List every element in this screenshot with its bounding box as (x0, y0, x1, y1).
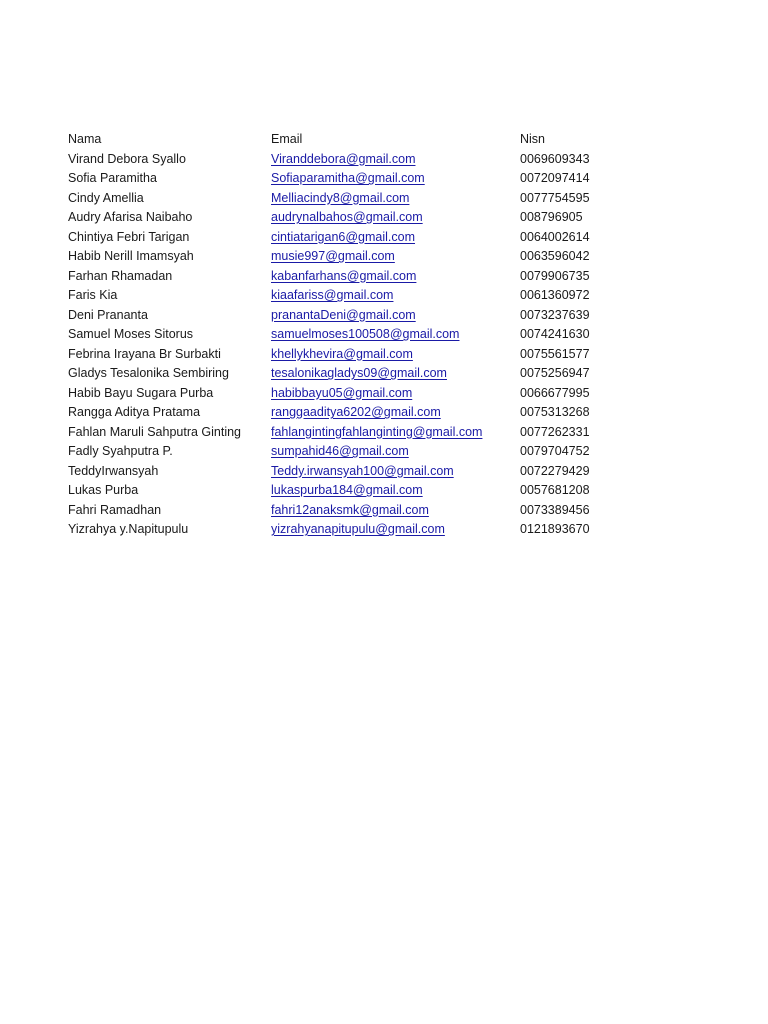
cell-nisn: 008796905 (520, 210, 583, 224)
cell-email-link[interactable]: cintiatarigan6@gmail.com (271, 229, 416, 244)
cell-nama: Fahri Ramadhan (68, 502, 162, 517)
header-nama: Nama (68, 132, 102, 146)
cell-nisn: 0066677995 (520, 385, 590, 400)
cell-nama: Habib Nerill Imamsyah (68, 249, 194, 263)
cell-nama: Gladys Tesalonika Sembiring (68, 366, 229, 380)
cell-email-link[interactable]: fahri12anaksmk@gmail.com (271, 502, 429, 517)
cell-nama: Faris Kia (68, 288, 118, 302)
cell-nisn: 0063596042 (520, 249, 590, 263)
table-row (68, 345, 708, 365)
table-row (68, 189, 708, 209)
cell-nisn: 0075313268 (520, 405, 590, 419)
cell-nisn: 0079704752 (520, 444, 590, 458)
cell-nisn: 0072097414 (520, 171, 590, 185)
cell-nama: Sofia Paramitha (68, 171, 157, 185)
cell-email-link[interactable]: musie997@gmail.com (271, 249, 395, 263)
cell-nisn: 0075256947 (520, 366, 590, 380)
table-row (68, 325, 708, 345)
cell-nama: Fahlan Maruli Sahputra Ginting (68, 424, 242, 439)
cell-nisn: 0057681208 (520, 483, 590, 497)
cell-nama: Chintiya Febri Tarigan (68, 229, 190, 244)
cell-nama: Virand Debora Syallo (68, 151, 186, 166)
cell-email-link[interactable]: Viranddebora@gmail.com (271, 151, 416, 166)
cell-nama: Yizrahya y.Napitupulu (68, 522, 189, 536)
cell-email-link[interactable]: fahlangintingfahlanginting@gmail.com (271, 424, 483, 439)
cell-email-link[interactable]: lukaspurba184@gmail.com (271, 483, 423, 497)
cell-nisn: 0079906735 (520, 268, 590, 283)
cell-nama: Fadly Syahputra P. (68, 444, 173, 458)
cell-nama: Farhan Rhamadan (68, 268, 173, 283)
table-header-row (68, 130, 708, 150)
cell-email-link[interactable]: Sofiaparamitha@gmail.com (271, 171, 425, 185)
table-row (68, 286, 708, 306)
header-nisn: Nisn (520, 132, 546, 146)
table-row (68, 364, 708, 384)
cell-nama: Rangga Aditya Pratama (68, 405, 201, 419)
student-table (68, 130, 708, 540)
cell-nama: Samuel Moses Sitorus (68, 327, 194, 341)
table-row (68, 247, 708, 267)
cell-email-link[interactable]: sumpahid46@gmail.com (271, 444, 409, 458)
table-row (68, 462, 708, 482)
table-row (68, 520, 708, 540)
cell-email-link[interactable]: habibbayu05@gmail.com (271, 385, 413, 400)
cell-nama: Cindy Amellia (68, 190, 144, 205)
cell-email-link[interactable]: kabanfarhans@gmail.com (271, 268, 417, 283)
cell-email-link[interactable]: khellykhevira@gmail.com (271, 346, 413, 361)
table-row (68, 150, 708, 170)
table-row (68, 423, 708, 443)
table-row (68, 169, 708, 189)
cell-nisn: 0064002614 (520, 229, 590, 244)
cell-nisn: 0077754595 (520, 190, 590, 205)
cell-nisn: 0077262331 (520, 424, 590, 439)
cell-nisn: 0075561577 (520, 346, 590, 361)
table-row (68, 501, 708, 521)
cell-email-link[interactable]: samuelmoses100508@gmail.com (271, 327, 460, 341)
cell-nama: Habib Bayu Sugara Purba (68, 385, 214, 400)
cell-nisn: 0073389456 (520, 502, 590, 517)
cell-nisn: 0121893670 (520, 522, 590, 536)
cell-nisn: 0069609343 (520, 151, 590, 166)
table-row (68, 267, 708, 287)
table-row (68, 403, 708, 423)
table-row (68, 306, 708, 326)
cell-nama: Deni Prananta (68, 307, 148, 322)
table-row (68, 208, 708, 228)
cell-nama: Audry Afarisa Naibaho (68, 210, 193, 224)
table-row (68, 442, 708, 462)
cell-nisn: 0061360972 (520, 288, 590, 302)
cell-email-link[interactable]: ranggaaditya6202@gmail.com (271, 405, 441, 419)
table-row (68, 481, 708, 501)
cell-email-link[interactable]: audrynalbahos@gmail.com (271, 210, 423, 224)
table-row (68, 228, 708, 248)
cell-email-link[interactable]: yizrahyanapitupulu@gmail.com (271, 522, 445, 536)
cell-email-link[interactable]: tesalonikagladys09@gmail.com (271, 366, 447, 380)
cell-nama: Febrina Irayana Br Surbakti (68, 346, 221, 361)
cell-nisn: 0073237639 (520, 307, 590, 322)
cell-email-link[interactable]: Teddy.irwansyah100@gmail.com (271, 463, 454, 478)
cell-nama: TeddyIrwansyah (68, 463, 159, 478)
header-email: Email (271, 132, 303, 146)
cell-email-link[interactable]: Melliacindy8@gmail.com (271, 190, 410, 205)
cell-nisn: 0072279429 (520, 463, 590, 478)
cell-email-link[interactable]: pranantaDeni@gmail.com (271, 307, 416, 322)
cell-nisn: 0074241630 (520, 327, 590, 341)
table-row (68, 384, 708, 404)
cell-email-link[interactable]: kiaafariss@gmail.com (271, 288, 394, 302)
cell-nama: Lukas Purba (68, 483, 139, 497)
